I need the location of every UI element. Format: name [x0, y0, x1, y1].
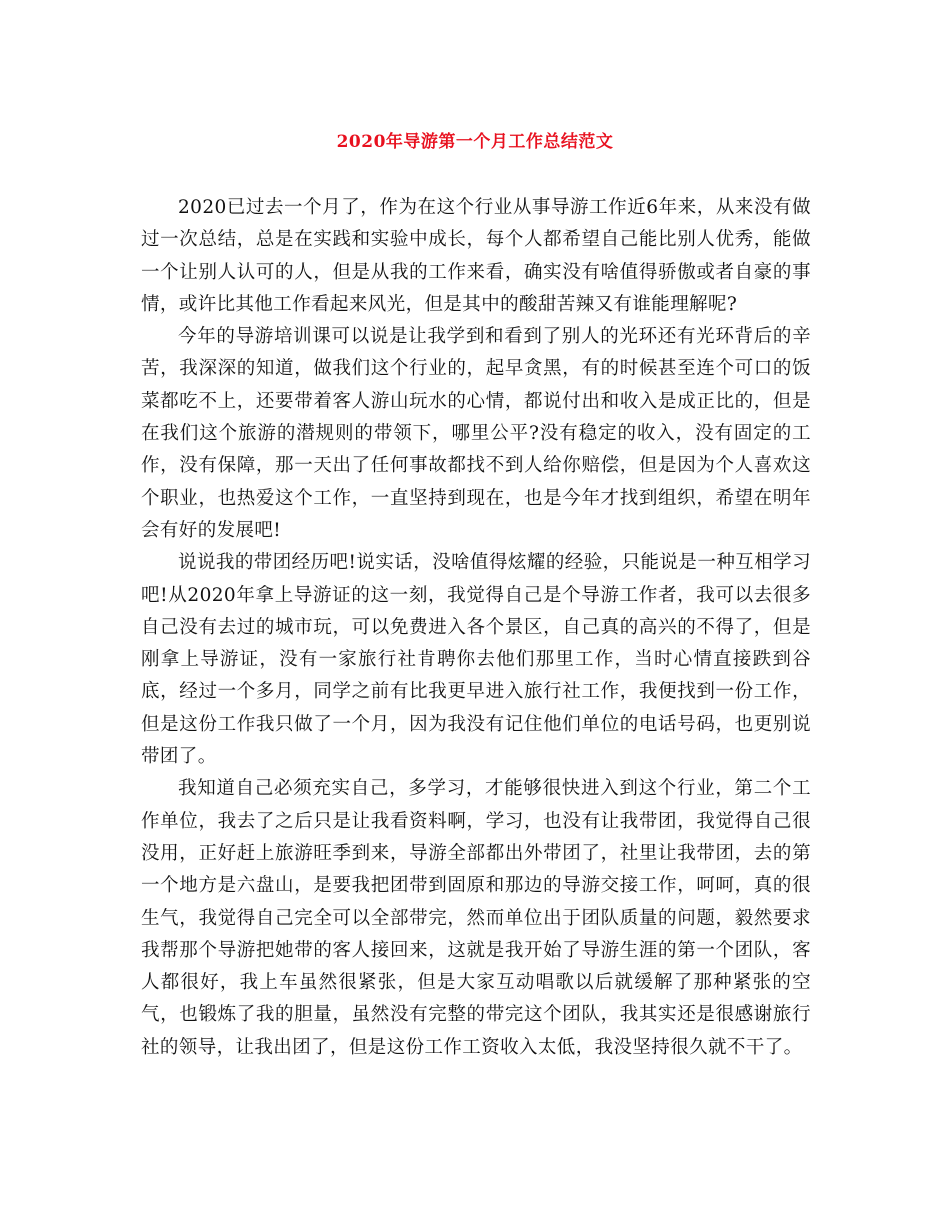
paragraph: 我知道自己必须充实自己，多学习，才能够很快进入到这个行业，第二个工作单位，我去了之后只是让我看资料啊，学习，也没有让我带团，我觉得自己很没用，正好赶上旅游旺季到来，导游全部都出外带团了，社里让我带团，去的第一个地方是六盘山，是要我把团带到固原和那边的导游交接工作，呵呵，真的很生气，我觉得自己完全可以全部带完，然而单位出于团队质量的问题，毅然要求我帮那个导游把她带的客人接回来，这就是我开始了导游生涯的第一个团队，客人都很好，我上车虽然很紧张，但是大家互动唱歌以后就缓解了那种紧张的空气，也锻炼了我的胆量，虽然没有完整的带完这个团队，我其实还是很感谢旅行社的领导，让我出团了，但是这份工作工资收入太低，我没坚持很久就不干了。 — [141, 778, 811, 1058]
paragraph: 今年的导游培训课可以说是让我学到和看到了别人的光环还有光环背后的辛苦，我深深的知道，做我们这个行业的，起早贪黑，有的时候甚至连个可口的饭菜都吃不上，还要带着客人游山玩水的心情，都说付出和收入是成正比的，但是在我们这个旅游的潜规则的带领下，哪里公平?没有稳定的收入，没有固定的工作，没有保障，那一天出了任何事故都找不到人给你赔偿，但是因为个人喜欢这个职业，也热爱这个工作，一直坚持到现在，也是今年才找到组织，希望在明年会有好的发展吧! — [141, 326, 811, 541]
document-title: 2020年导游第一个月工作总结范文 — [336, 132, 614, 152]
paragraph: 2020已过去一个月了，作为在这个行业从事导游工作近6年来，从来没有做过一次总结，总是在实践和实验中成长，每个人都希望自己能比别人优秀，能做一个让别人认可的人，但是从我的工作来看，确实没有啥值得骄傲或者自豪的事情，或许比其他工作看起来风光，但是其中的酸甜苦辣又有谁能理解呢? — [141, 197, 811, 315]
document-body — [141, 192, 811, 1064]
paragraph: 说说我的带团经历吧!说实话，没啥值得炫耀的经验，只能说是一种互相学习吧!从2020年拿上导游证的这一刻，我觉得自己是个导游工作者，我可以去很多自己没有去过的城市玩，可以免费进入各个景区，自己真的高兴的不得了，但是刚拿上导游证，没有一家旅行社肯聘你去他们那里工作，当时心情直接跌到谷底，经过一个多月，同学之前有比我更早进入旅行社工作，我便找到一份工作，但是这份工作我只做了一个月，因为我没有记住他们单位的电话号码，也更别说带团了。 — [141, 552, 811, 768]
